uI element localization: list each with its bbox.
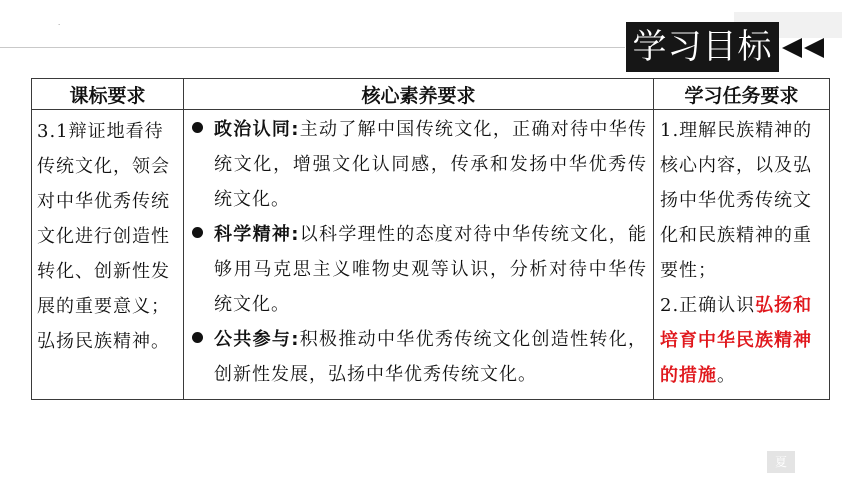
competency-text: 主动了解中国传统文化，正确对待中华传统文化，增强文化认同感，传承和发扬中华优秀传统文化。 xyxy=(214,119,647,210)
header-curriculum: 课标要求 xyxy=(32,79,184,110)
task-item-2: 2.正确认识弘扬和培育中华民族精神的措施。 xyxy=(660,295,813,386)
objectives-table xyxy=(31,78,830,400)
header-divider xyxy=(0,47,625,48)
header-learning-tasks: 学习任务要求 xyxy=(654,79,830,110)
table-header-row xyxy=(32,79,830,110)
competency-title: 政治认同: xyxy=(214,119,300,140)
bullet-icon xyxy=(192,332,203,343)
bullet-icon xyxy=(192,122,203,133)
header-core-competencies: 核心素养要求 xyxy=(184,79,654,110)
task-highlight: 弘扬和培育中华民族精神的措施 xyxy=(660,295,813,386)
competency-text: 积极推动中华优秀传统文化创造性转化，创新性发展，弘扬中华优秀传统文化。 xyxy=(214,329,647,385)
page-nav-button[interactable]: 夏 xyxy=(767,451,795,473)
double-left-arrow-icon xyxy=(782,38,828,58)
table-row xyxy=(32,110,830,400)
task-item-1: 1.理解民族精神的核心内容，以及弘扬中华优秀传统文化和民族精神的重要性； xyxy=(660,120,813,281)
learning-tasks-cell xyxy=(654,110,830,400)
decorative-dot: · xyxy=(58,21,61,29)
bullet-icon xyxy=(192,227,203,238)
core-competencies-cell xyxy=(184,110,654,400)
competency-item-scientific-spirit xyxy=(192,217,647,322)
page-title: 学习目标 xyxy=(626,22,779,72)
competency-title: 公共参与: xyxy=(214,329,300,350)
competency-title: 科学精神: xyxy=(214,224,300,245)
competency-item-public-participation xyxy=(192,322,647,392)
curriculum-requirement-cell: 3.1辩证地看待传统文化，领会对中华优秀传统文化进行创造性转化、创新性发展的重要意义；弘扬民族精神。 xyxy=(32,110,184,400)
competency-text: 以科学理性的态度对待中华传统文化，能够用马克思主义唯物史观等认识，分析对待中华传统文化。 xyxy=(214,224,647,315)
competency-item-political-identity xyxy=(192,112,647,217)
